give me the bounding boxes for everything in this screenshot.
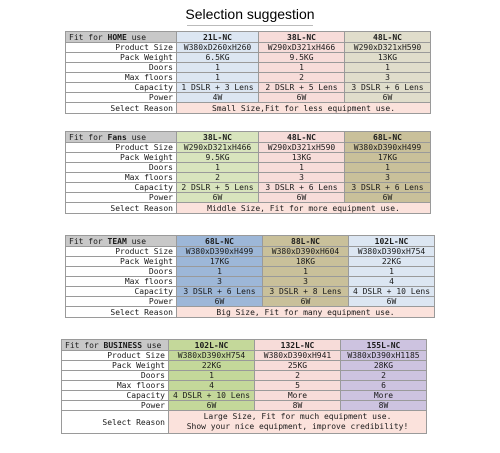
select-reason-text <box>169 411 427 434</box>
spec-value: 3 DSLR + 8 Lens <box>263 287 349 297</box>
spec-label: Max floors <box>66 173 177 183</box>
spec-row <box>66 287 435 297</box>
spec-value: W290xD321xH466 <box>259 43 345 53</box>
spec-row <box>66 153 431 163</box>
spec-row <box>62 361 427 371</box>
spec-value: 1 <box>177 63 259 73</box>
spec-value: 1 <box>345 63 431 73</box>
spec-value: 4 <box>169 381 255 391</box>
spec-label: Power <box>66 93 177 103</box>
spec-value: 9.5KG <box>177 153 259 163</box>
spec-row <box>66 83 431 93</box>
spec-value: 6.5KG <box>177 53 259 63</box>
header-prefix: Fit for <box>69 236 108 246</box>
spec-row <box>62 371 427 381</box>
model-header: 48L-NC <box>345 32 431 43</box>
spec-label: Doors <box>66 267 177 277</box>
spec-value: More <box>255 391 341 401</box>
spec-value: More <box>341 391 427 401</box>
spec-value: 3 DSLR + 6 Lens <box>259 183 345 193</box>
spec-label: Product Size <box>66 43 177 53</box>
title-divider <box>187 25 313 26</box>
model-header: 38L-NC <box>259 32 345 43</box>
selection-table-business <box>61 339 427 434</box>
spec-row <box>66 297 435 307</box>
spec-label: Max floors <box>62 381 169 391</box>
spec-value: 1 <box>349 267 435 277</box>
model-header: 155L-NC <box>341 340 427 351</box>
spec-value: 6W <box>345 193 431 203</box>
spec-value: W380xD390xH499 <box>177 247 263 257</box>
spec-value: 2 <box>177 173 259 183</box>
table-header-label <box>66 132 177 143</box>
spec-value: 1 <box>177 163 259 173</box>
header-use-category: BUSINESS <box>103 340 143 350</box>
spec-label: Product Size <box>66 247 177 257</box>
spec-value: 5 <box>255 381 341 391</box>
spec-label: Max floors <box>66 277 177 287</box>
spec-value: 1 <box>263 267 349 277</box>
header-use-category: TEAM <box>107 236 127 246</box>
spec-label: Doors <box>66 63 177 73</box>
spec-value: 3 <box>177 277 263 287</box>
spec-value: 6W <box>177 297 263 307</box>
spec-value: 6W <box>169 401 255 411</box>
spec-row <box>66 183 431 193</box>
model-header: 102L-NC <box>349 236 435 247</box>
spec-label: Pack Weight <box>62 361 169 371</box>
spec-value: 8W <box>341 401 427 411</box>
selection-table-fans <box>65 131 431 214</box>
spec-value: 3 DSLR + 6 Lens <box>345 183 431 193</box>
spec-value: W290xD321xH466 <box>177 143 259 153</box>
spec-value: 1 DSLR + 3 Lens <box>177 83 259 93</box>
table-header-label <box>66 32 177 43</box>
spec-value: 4 DSLR + 10 Lens <box>169 391 255 401</box>
spec-value: W380xD260xH260 <box>177 43 259 53</box>
spec-value: 4 <box>349 277 435 287</box>
spec-row <box>66 257 435 267</box>
header-suffix: use <box>126 132 147 142</box>
spec-value: W380xD390xH499 <box>345 143 431 153</box>
spec-row <box>66 247 435 257</box>
spec-row <box>66 267 435 277</box>
page-title: Selection suggestion <box>185 6 315 22</box>
spec-value: 4 DSLR + 10 Lens <box>349 287 435 297</box>
table-header-label <box>66 236 177 247</box>
spec-row <box>66 163 431 173</box>
reason-label: Select Reason <box>66 307 177 318</box>
spec-value: 2 DSLR + 5 Lens <box>177 183 259 193</box>
header-suffix: use <box>126 32 147 42</box>
model-header: 88L-NC <box>263 236 349 247</box>
table-header-label <box>62 340 169 351</box>
spec-label: Capacity <box>66 287 177 297</box>
spec-value: 22KG <box>349 257 435 267</box>
spec-row <box>66 277 435 287</box>
spec-value: 13KG <box>259 153 345 163</box>
reason-line: Big Size, Fit for many equipment use. <box>216 307 395 317</box>
spec-label: Pack Weight <box>66 53 177 63</box>
header-suffix: use <box>126 236 147 246</box>
spec-value: 3 <box>259 173 345 183</box>
spec-value: 3 <box>345 73 431 83</box>
header-prefix: Fit for <box>69 32 108 42</box>
spec-value: 1 <box>177 73 259 83</box>
spec-value: 17KG <box>345 153 431 163</box>
spec-value: 6W <box>177 193 259 203</box>
spec-value: W290xD321xH590 <box>259 143 345 153</box>
spec-label: Power <box>66 193 177 203</box>
model-header: 132L-NC <box>255 340 341 351</box>
spec-label: Pack Weight <box>66 153 177 163</box>
spec-value: 22KG <box>169 361 255 371</box>
spec-row <box>66 93 431 103</box>
spec-value: 1 <box>169 371 255 381</box>
model-header: 68L-NC <box>345 132 431 143</box>
model-header: 68L-NC <box>177 236 263 247</box>
spec-value: 1 <box>259 63 345 73</box>
spec-value: 2 <box>341 371 427 381</box>
spec-value: 3 DSLR + 6 Lens <box>177 287 263 297</box>
spec-value: 18KG <box>263 257 349 267</box>
spec-value: 6W <box>259 93 345 103</box>
spec-row <box>66 43 431 53</box>
spec-label: Pack Weight <box>66 257 177 267</box>
spec-value: 8W <box>255 401 341 411</box>
spec-value: 3 <box>263 277 349 287</box>
reason-line: Large Size, Fit for much equipment use. <box>203 412 392 421</box>
spec-value: W380xD390xH941 <box>255 351 341 361</box>
reason-label: Select Reason <box>66 203 177 214</box>
spec-row <box>62 351 427 361</box>
reason-label: Select Reason <box>66 103 177 114</box>
spec-label: Capacity <box>62 391 169 401</box>
model-header: 21L-NC <box>177 32 259 43</box>
spec-value: 6W <box>349 297 435 307</box>
header-prefix: Fit for <box>69 132 108 142</box>
header-use-category: HOME <box>107 32 127 42</box>
spec-label: Product Size <box>62 351 169 361</box>
spec-value: 1 <box>345 163 431 173</box>
spec-value: 2 DSLR + 5 Lens <box>259 83 345 93</box>
spec-label: Capacity <box>66 183 177 193</box>
header-use-category: Fans <box>107 132 127 142</box>
reason-line: Middle Size, Fit for more equipment use. <box>207 203 400 213</box>
select-reason-text <box>177 307 435 318</box>
spec-value: 6W <box>263 297 349 307</box>
spec-value: 9.5KG <box>259 53 345 63</box>
spec-row <box>62 381 427 391</box>
spec-value: W380xD390xH604 <box>263 247 349 257</box>
spec-value: 6 <box>341 381 427 391</box>
model-header: 48L-NC <box>259 132 345 143</box>
spec-label: Max floors <box>66 73 177 83</box>
spec-row <box>62 391 427 401</box>
spec-value: 28KG <box>341 361 427 371</box>
model-header: 102L-NC <box>169 340 255 351</box>
spec-label: Doors <box>66 163 177 173</box>
spec-row <box>66 73 431 83</box>
spec-row <box>62 401 427 411</box>
spec-value: 3 DSLR + 6 Lens <box>345 83 431 93</box>
spec-value: 17KG <box>177 257 263 267</box>
spec-row <box>66 143 431 153</box>
reason-label: Select Reason <box>62 411 169 434</box>
spec-row <box>66 193 431 203</box>
spec-value: W380xD390xH1185 <box>341 351 427 361</box>
spec-row <box>66 63 431 73</box>
selection-table-home <box>65 31 431 114</box>
header-prefix: Fit for <box>65 340 104 350</box>
spec-value: 25KG <box>255 361 341 371</box>
spec-value: W380xD390xH754 <box>169 351 255 361</box>
spec-label: Capacity <box>66 83 177 93</box>
spec-label: Power <box>62 401 169 411</box>
spec-row <box>66 173 431 183</box>
spec-value: 1 <box>259 163 345 173</box>
spec-value: 6W <box>345 93 431 103</box>
spec-value: 2 <box>259 73 345 83</box>
header-suffix: use <box>142 340 162 350</box>
spec-label: Doors <box>62 371 169 381</box>
spec-value: 4W <box>177 93 259 103</box>
select-reason-text <box>177 203 431 214</box>
spec-value: 3 <box>345 173 431 183</box>
reason-line: Show your nice equipment, improve credibility! <box>186 422 409 431</box>
reason-line: Small Size,Fit for less equipment use. <box>211 103 396 113</box>
spec-label: Product Size <box>66 143 177 153</box>
model-header: 38L-NC <box>177 132 259 143</box>
spec-value: 2 <box>255 371 341 381</box>
spec-row <box>66 53 431 63</box>
select-reason-text <box>177 103 431 114</box>
selection-table-team <box>65 235 435 318</box>
spec-value: 6W <box>259 193 345 203</box>
spec-value: W380xD390xH754 <box>349 247 435 257</box>
spec-value: 1 <box>177 267 263 277</box>
spec-label: Power <box>66 297 177 307</box>
spec-value: W290xD321xH590 <box>345 43 431 53</box>
spec-value: 13KG <box>345 53 431 63</box>
